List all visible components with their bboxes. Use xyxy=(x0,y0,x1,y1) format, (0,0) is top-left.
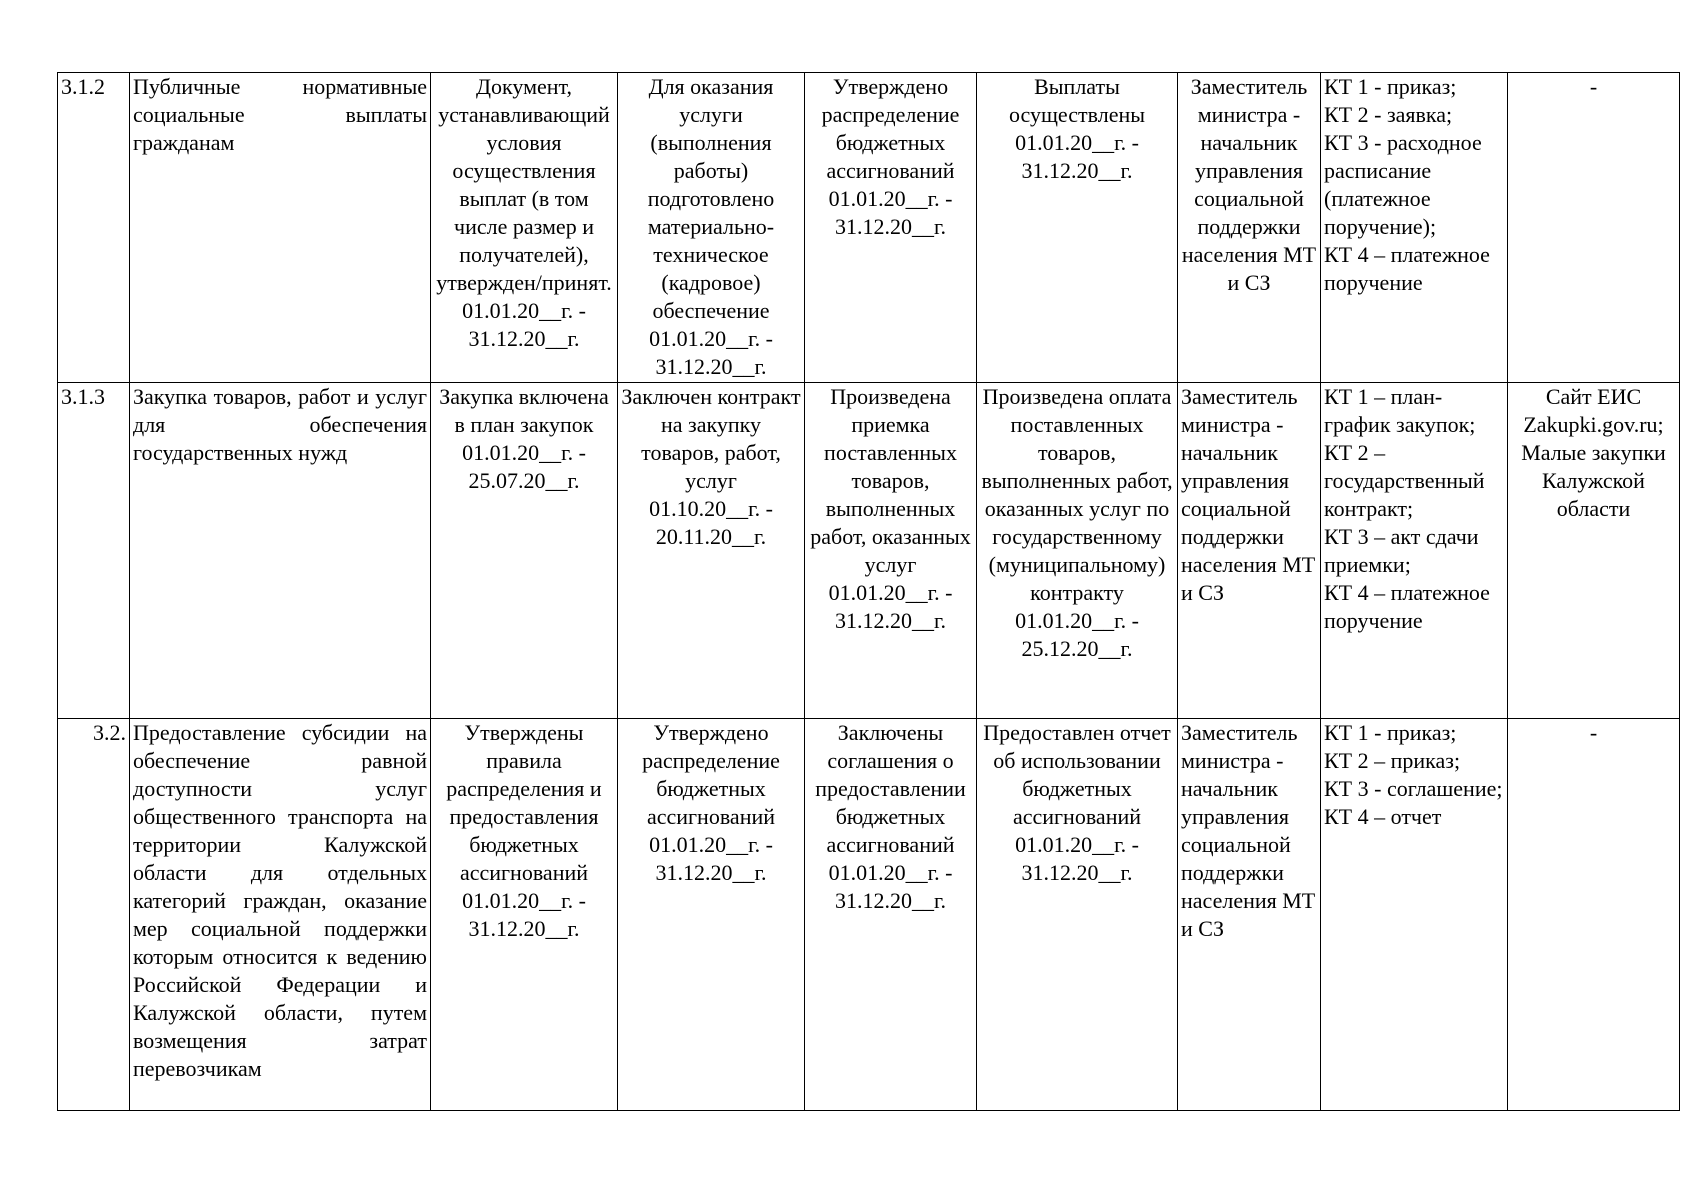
row-number: 3.1.3 xyxy=(58,383,130,719)
responsible-person: Заместитель министра - начальник управления социальной поддержки населения МТ и СЗ xyxy=(1178,719,1321,1111)
table-row xyxy=(58,73,1680,383)
document-item: КТ 2 – приказ; xyxy=(1324,748,1461,773)
control-point-4: Произведена оплата поставленных товаров, выполненных работ, оказанных услуг по государственному (муниципальному) контракту 01.01.20__г. - 25.12.20__г. xyxy=(977,383,1178,719)
document-item: КТ 4 – отчет xyxy=(1324,804,1442,829)
document-item: КТ 2 – государственный контракт; xyxy=(1324,440,1485,521)
documents-list xyxy=(1321,383,1508,719)
event-name: Предоставление субсидии на обеспечение равной доступности услуг общественного транспорта на территории Калужской области для отдельных категорий граждан, оказание мер социальной поддержки которым относится к ведению Российской Федерации и Калужской области, путем возмещения затрат перевозчикам xyxy=(130,719,431,1111)
document-item: КТ 1 - приказ; xyxy=(1324,74,1457,99)
information-system: - xyxy=(1508,719,1680,1111)
control-point-4: Выплаты осуществлены 01.01.20__г. - 31.12.20__г. xyxy=(977,73,1178,383)
row-number: 3.1.2 xyxy=(58,73,130,383)
control-point-3: Произведена приемка поставленных товаров, выполненных работ, оказанных услуг 01.01.20__г. - 31.12.20__г. xyxy=(805,383,977,719)
documents-list xyxy=(1321,719,1508,1111)
table-row xyxy=(58,719,1680,1111)
control-point-2: Утверждено распределение бюджетных ассигнований 01.01.20__г. - 31.12.20__г. xyxy=(618,719,805,1111)
control-point-2: Для оказания услуги (выполнения работы) подготовлено материально-техническое (кадровое) обеспечение 01.01.20__г. - 31.12.20__г. xyxy=(618,73,805,383)
control-point-3: Заключены соглашения о предоставлении бюджетных ассигнований 01.01.20__г. - 31.12.20__г. xyxy=(805,719,977,1111)
document-item: КТ 4 – платежное поручение xyxy=(1324,242,1490,295)
document-item: КТ 1 - приказ; xyxy=(1324,720,1457,745)
document-item: КТ 3 – акт сдачи приемки; xyxy=(1324,524,1479,577)
table-row xyxy=(58,383,1680,719)
document-item: КТ 1 – план-график закупок; xyxy=(1324,384,1476,437)
responsible-person: Заместитель министра - начальник управления социальной поддержки населения МТ и СЗ xyxy=(1178,383,1321,719)
information-system: - xyxy=(1508,73,1680,383)
documents-list xyxy=(1321,73,1508,383)
row-number: 3.2. xyxy=(58,719,130,1111)
responsible-person: Заместитель министра - начальник управления социальной поддержки населения МТ и СЗ xyxy=(1178,73,1321,383)
document-item: КТ 3 - соглашение; xyxy=(1324,776,1503,801)
control-points-table xyxy=(57,72,1680,1111)
control-point-1: Закупка включена в план закупок 01.01.20__г. - 25.07.20__г. xyxy=(431,383,618,719)
document-item: КТ 3 - расходное расписание (платежное поручение); xyxy=(1324,130,1482,239)
event-name: Публичные нормативные социальные выплаты гражданам xyxy=(130,73,431,383)
control-point-2: Заключен контракт на закупку товаров, работ, услуг 01.10.20__г. - 20.11.20__г. xyxy=(618,383,805,719)
control-point-4: Предоставлен отчет об использовании бюджетных ассигнований 01.01.20__г. - 31.12.20__г. xyxy=(977,719,1178,1111)
control-point-1: Документ, устанавливающий условия осуществления выплат (в том числе размер и получателей), утвержден/принят. 01.01.20__г. - 31.12.20__г. xyxy=(431,73,618,383)
document-item: КТ 4 – платежное поручение xyxy=(1324,580,1490,633)
document-item: КТ 2 - заявка; xyxy=(1324,102,1453,127)
control-point-1: Утверждены правила распределения и предоставления бюджетных ассигнований 01.01.20__г. - 31.12.20__г. xyxy=(431,719,618,1111)
event-name: Закупка товаров, работ и услуг для обеспечения государственных нужд xyxy=(130,383,431,719)
control-point-3: Утверждено распределение бюджетных ассигнований 01.01.20__г. - 31.12.20__г. xyxy=(805,73,977,383)
information-system: Сайт ЕИС Zakupki.gov.ru; Малые закупки Калужской области xyxy=(1508,383,1680,719)
